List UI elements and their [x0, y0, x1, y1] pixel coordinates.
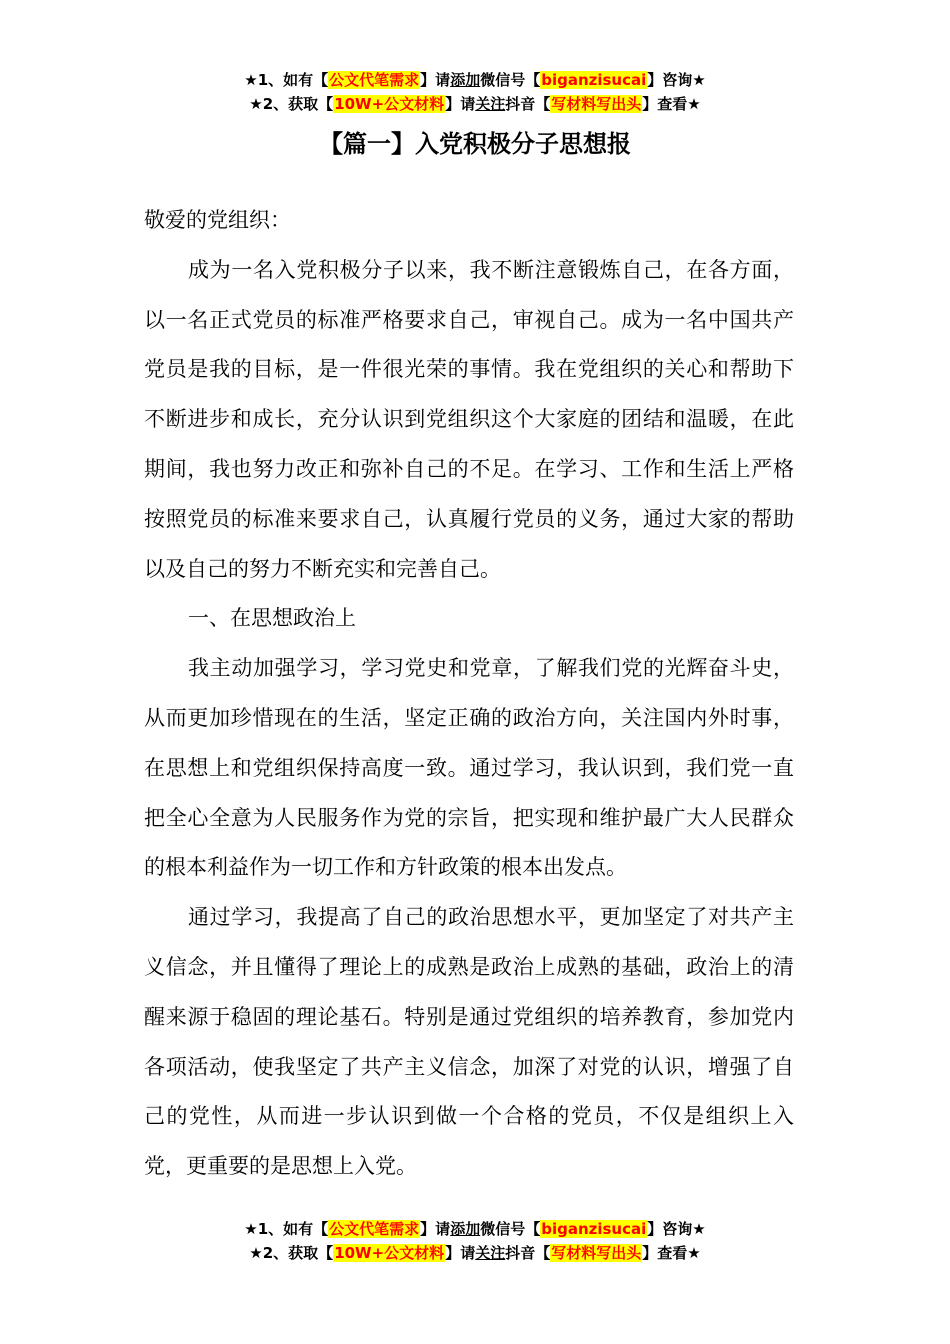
promo-text: 微信号【 — [480, 71, 541, 89]
top-promo-banner — [0, 68, 950, 116]
paragraph: 通过学习，我提高了自己的政治思想水平，更加坚定了对共产主义信念，并且懂得了理论上的成熟是政治上成熟的基础，政治上的清醒来源于稳固的理论基石。特别是通过党组织的培养教育，参加党内各项活动，使我坚定了共产主义信念，加深了对党的认识，增强了自己的党性，从而进一步认识到做一个合格的党员，不仅是组织上入党，更重要的是思想上入党。 — [144, 905, 794, 1179]
promo-text: ★2、获取【 — [249, 1244, 334, 1262]
promo-text: 】查看★ — [642, 1244, 701, 1262]
promo-text: 】请 — [420, 71, 451, 89]
promo-line-2 — [0, 1241, 950, 1265]
promo-highlight: 10W+公文材料 — [334, 1244, 445, 1262]
promo-text: 抖音【 — [505, 1244, 551, 1262]
promo-text: 】查看★ — [642, 95, 701, 113]
promo-text: 微信号【 — [480, 1220, 541, 1238]
promo-highlight: 公文代笔需求 — [329, 1220, 420, 1238]
promo-line-2 — [0, 92, 950, 116]
document-title: 【篇一】入党积极分子思想报 — [319, 130, 631, 158]
paragraph: 成为一名入党积极分子以来，我不断注意锻炼自己，在各方面，以一名正式党员的标准严格要求自己，审视自己。成为一名中国共产党员是我的目标，是一件很光荣的事情。我在党组织的关心和帮助下不断进步和成长，充分认识到党组织这个大家庭的团结和温暖，在此期间，我也努力改正和弥补自己的不足。在学习、工作和生活上严格按照党员的标准来要求自己，认真履行党员的义务，通过大家的帮助以及自己的努力不断充实和完善自己。 — [144, 257, 794, 581]
promo-line-1 — [0, 1217, 950, 1241]
promo-text: 】请 — [445, 95, 476, 113]
section-heading: 一、在思想政治上 — [188, 606, 356, 631]
promo-line-1 — [0, 68, 950, 92]
salutation: 敬爱的党组织： — [144, 208, 291, 232]
promo-highlight: biganzisucai — [541, 1220, 647, 1238]
promo-highlight: biganzisucai — [541, 71, 647, 89]
promo-text: 】请 — [420, 1220, 451, 1238]
promo-highlight: 写材料写出头 — [551, 95, 642, 113]
promo-highlight: 10W+公文材料 — [334, 95, 445, 113]
document-body — [144, 196, 794, 1192]
promo-text: ★2、获取【 — [249, 95, 334, 113]
promo-underlined: 添加 — [450, 71, 481, 89]
promo-text: 抖音【 — [505, 95, 551, 113]
paragraph: 我主动加强学习，学习党史和党章，了解我们党的光辉奋斗史，从而更加珍惜现在的生活，坚定正确的政治方向，关注国内外时事，在思想上和党组织保持高度一致。通过学习，我认识到，我们党一直把全心全意为人民服务作为党的宗旨，把实现和维护最广大人民群众的根本利益作为一切工作和方针政策的根本出发点。 — [144, 656, 794, 880]
promo-text: ★1、如有【 — [244, 1220, 329, 1238]
promo-underlined: 关注 — [475, 1244, 506, 1262]
promo-text: 】请 — [445, 1244, 476, 1262]
promo-underlined: 关注 — [475, 95, 506, 113]
bottom-promo-banner — [0, 1217, 950, 1265]
promo-underlined: 添加 — [450, 1220, 481, 1238]
promo-text: ★1、如有【 — [244, 71, 329, 89]
promo-highlight: 写材料写出头 — [551, 1244, 642, 1262]
promo-highlight: 公文代笔需求 — [329, 71, 420, 89]
promo-text: 】咨询★ — [647, 1220, 706, 1238]
promo-text: 】咨询★ — [647, 71, 706, 89]
